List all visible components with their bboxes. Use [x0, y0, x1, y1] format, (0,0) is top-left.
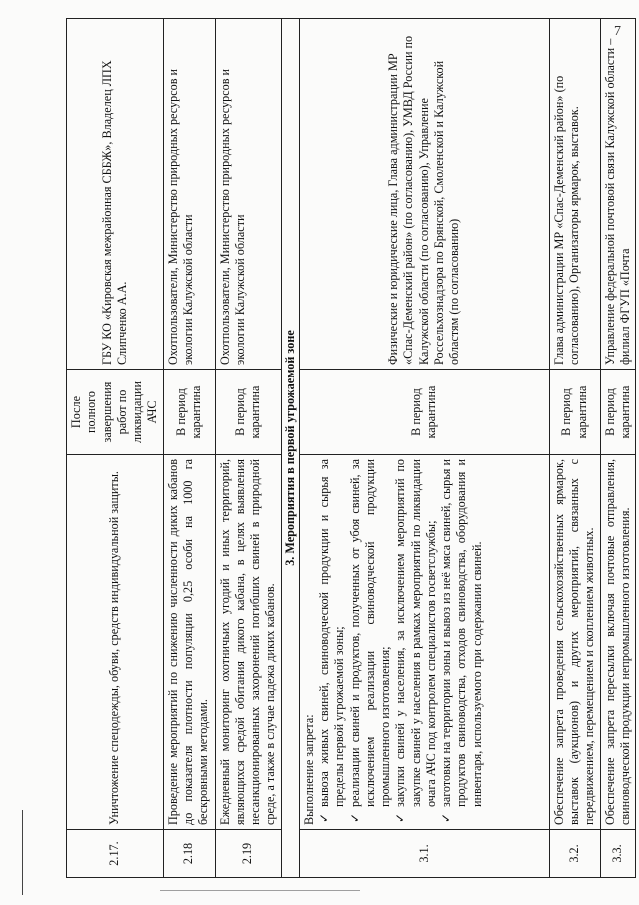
row-action: Обеспечение запрета пересылки включая почтовые отправления, свиноводческой продукции непромышленного изготовления. — [600, 455, 636, 830]
section-row — [281, 19, 299, 878]
table-row — [600, 19, 636, 878]
checkmark-icon: ✓ — [393, 812, 408, 823]
row-number: 3.2. — [549, 830, 600, 878]
row-action: Уничтожение спецодежды, обуви, средств индивидуальной защиты. — [67, 455, 164, 830]
row-responsible: Охотпользователи, Министерство природных ресурсов и экологии Калужской области — [215, 19, 281, 370]
ban-list — [317, 459, 485, 825]
row-term: В период карантина — [549, 370, 600, 455]
row-term: В период карантина — [299, 370, 549, 455]
row-action-intro: Выполнение запрета: — [301, 714, 316, 825]
page-number: 7 — [614, 24, 621, 39]
row-responsible: Охотпользователи, Министерство природных ресурсов и экологии Калужской области — [163, 19, 215, 370]
table-row — [67, 19, 164, 878]
list-item-text: заготовки на территории зоны и вывоз из неё мяса свиней, сырья и продуктов свиноводства, отходов свиноводства, оборудования и инвентаря, используемого при содержании свиней. — [439, 459, 484, 807]
row-number: 3.3. — [600, 830, 636, 878]
measures-table-rotated — [66, 18, 636, 878]
row-number: 3.1. — [299, 830, 549, 878]
row-number: 2.18 — [163, 830, 215, 878]
row-responsible: Физические и юридические лица, Глава администрации МР «Спас-Деменский район» (по согласованию), УМВД России по Калужской области (по согласованию), Управление Россельхознадзора по Брянской, Смоленской и Калужской областям (по согласованию) — [299, 19, 549, 370]
list-item — [439, 459, 485, 825]
table-row — [163, 19, 215, 878]
row-term: После полного завершения работ по ликвидации АЧС — [67, 370, 164, 455]
row-action: Проведение мероприятий по снижению численности диких кабанов до показателя плотности популяции 0,25 особи на 1000 га бескровными методами. — [163, 455, 215, 830]
row-action: Обеспечение запрета проведения сельскохозяйственных ярмарок, выставок (аукционов) и других мероприятий, связанных с передвижением, перемещением и скоплением животных. — [549, 455, 600, 830]
table-row — [549, 19, 600, 878]
row-number: 2.19 — [215, 830, 281, 878]
list-item — [393, 459, 439, 825]
row-term: В период карантина — [163, 370, 215, 455]
row-responsible: ГБУ КО «Кировская межрайонная СББЖ», Владелец ЛПХ Слипченко А.А. — [67, 19, 164, 370]
section-title: 3. Мероприятия в первой угрожаемой зоне — [281, 19, 299, 878]
scan-artifact — [22, 810, 23, 895]
checkmark-icon: ✓ — [317, 812, 331, 823]
row-term: В период карантина — [600, 370, 636, 455]
row-number: 2.17. — [67, 830, 164, 878]
table-row — [215, 19, 281, 878]
list-item-text: вывоза живых свиней, свиноводческой продукции и сырья за пределы первой угрожаемой зоны; — [317, 459, 347, 807]
row-action: Ежедневный мониторинг охотничьих угодий и иных территорий, являющихся средой обитания дикого кабана, в целях выявления несанкционированных захоронений погибших свиней в природной среде, а также в случае падежа диких кабанов. — [215, 455, 281, 830]
checkmark-icon: ✓ — [347, 812, 362, 823]
row-responsible: Управление федеральной почтовой связи Калужской области – филиал ФГУП «Почта — [600, 19, 636, 370]
row-term: В период карантина — [215, 370, 281, 455]
list-item — [317, 459, 348, 825]
table-row — [299, 19, 549, 878]
list-item — [348, 459, 394, 825]
list-item-text: закупки свиней у населения, за исключением мероприятий по закупке свиней у населения в рамках мероприятий по ликвидации очага АЧС под контролем специалистов госветслужбы; — [393, 459, 438, 807]
checkmark-icon: ✓ — [439, 812, 453, 823]
row-action — [299, 455, 549, 830]
measures-table — [66, 18, 636, 878]
list-item-text: реализации свиней и продуктов, полученных от убоя свиней, за исключением реализации свиноводческой продукции промышленного изготовления; — [347, 459, 392, 807]
scan-artifact — [160, 890, 360, 891]
row-responsible: Глава администрации МР «Спас-Деменский район» (по согласованию), Организаторы ярмарок, выставок. — [549, 19, 600, 370]
